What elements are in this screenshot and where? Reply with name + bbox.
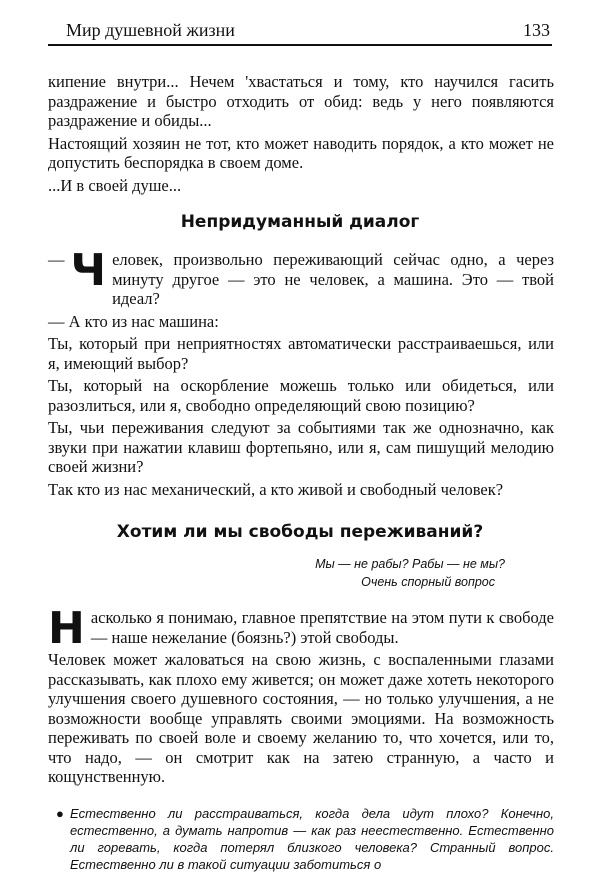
header-rule [48,44,552,46]
freedom-paragraph-1-text: асколько я понимаю, главное препятствие на этом пути к свободе — наше нежелание (боязнь?) этой свободы. [90,608,554,647]
running-head [48,20,552,44]
epigraph [315,555,505,591]
intro-paragraph-1: кипение внутри... Нечем 'хвастаться и тому, кто научился гасить раздражение и быстро отходить от обид: ведь у него появляются раздражение и обиды... [48,72,554,130]
intro-paragraph-2: Настоящий хозяин не тот, кто может наводить порядок, а кто может не допустить беспорядка в своем доме. [48,133,554,172]
epigraph-line-1: Мы — не рабы? Рабы — не мы? [315,557,505,571]
lead-dash: — [48,250,65,269]
freedom-paragraph-2: Человек может жаловаться на свою жизнь, с воспаленными глазами рассказывать, как плохо ему живется; он может даже хотеть некоторого улучшения своего душевного состояния, — но только улучшения, а не возможности вообще управлять своими эмоциями. На возможность переживать по своей воле и своему желанию то, что хочется, или то, что надо, — он смотрит как на затею странную, а часто и кощунственную. [48,650,554,786]
dialog-paragraph-5: Ты, чьи переживания следуют за событиями так же однозначно, как звуки при нажатии клавиш фортепьяно, или я, сам пишущий мелодию своей жизни? [48,418,554,476]
dialog-paragraph-6: Так кто из нас механический, а кто живой и свободный человек? [48,479,504,499]
freedom-paragraph-1 [48,603,554,654]
bullet-text: Естественно ли расстраиваться, когда дела идут плохо? Конечно, естественно, а думать напротив — как раз неестественно. Естественно ли горевать, когда потерял близкого человека? Странный вопрос. Естественно ли в такой ситуации заботиться о [70,806,554,872]
dialog-paragraph-3: Ты, который при неприятностях автоматически расстраиваешься, или я, имеющий выбор? [48,334,554,373]
dialog-text [48,245,554,502]
dialog-paragraph-1 [48,245,554,309]
section-heading-freedom: Хотим ли мы свободы переживаний? [116,522,484,542]
page-number: 133 [523,20,550,40]
drop-cap: Н [48,603,85,654]
epigraph-line-2: Очень спорный вопрос [361,575,495,589]
running-title: Мир душевной жизни [66,20,235,40]
dialog-paragraph-2: — А кто из нас машина: [48,311,219,331]
intro-text [48,72,554,198]
bullet-dot-icon: ● [56,806,64,821]
intro-paragraph-3: ...И в своей душе... [48,175,182,195]
section-heading-dialog: Непридуманный диалог [180,212,420,232]
dialog-paragraph-1-text: еловек, произвольно переживающий сейчас одно, а через минуту другое — это не человек, а машина. Это — твой идеал? [112,250,554,308]
freedom-text [48,603,554,790]
dialog-paragraph-4: Ты, который на оскорбление можешь только или обидеться, или разозлиться, или я, свободно определяющий свою позицию? [48,376,554,415]
bullet-note [56,805,554,873]
drop-cap: Ч [70,245,107,296]
